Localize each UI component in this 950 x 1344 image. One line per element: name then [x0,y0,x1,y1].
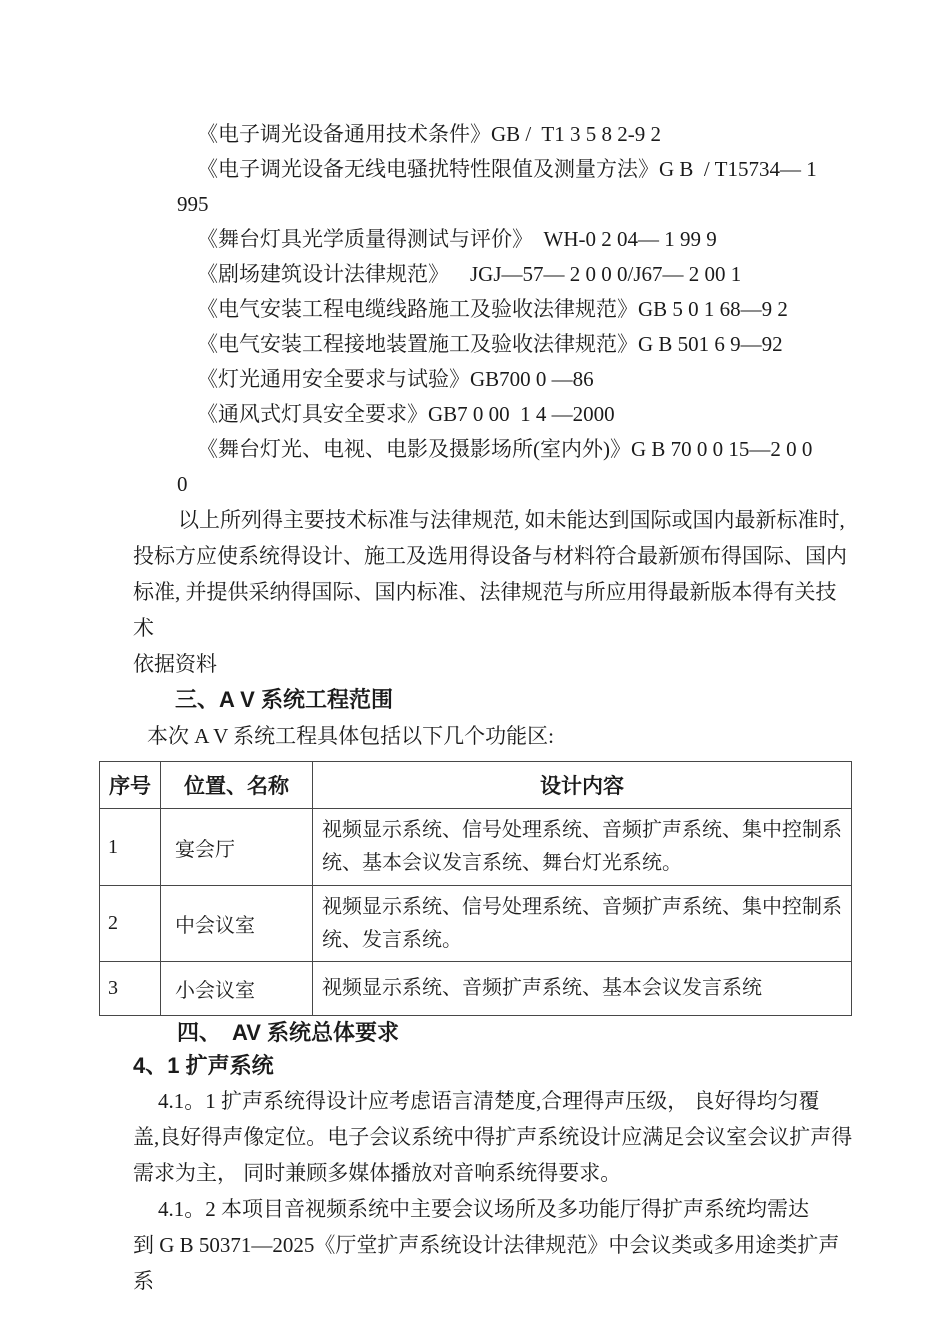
text-line: 《通风式灯具安全要求》GB7 0 00 1 4 —2000 [197,402,615,426]
text-line: 标准, 并提供采纳得国际、国内标准、法律规范与所应用得最新版本得有关技术 [133,580,837,640]
text-line: 《电气安装工程电缆线路施工及验收法律规范》GB 5 0 1 68—9 2 [197,297,788,321]
text-line: 依据资料 [133,652,217,676]
section-4-1-heading: 4、1 扩声系统 [133,1053,274,1078]
text-line: 0 [177,472,188,496]
section-4-heading: 四、 AV 系统总体要求 [177,1020,400,1045]
col-header-location: 位置、名称 [161,762,313,809]
text-line: 《灯光通用安全要求与试验》GB700 0 —86 [197,367,594,391]
table-row [100,962,852,1016]
text-line: 《舞台灯光、电视、电影及摄影场所(室内外)》G B 70 0 0 15—2 0 0 [197,437,813,461]
text-line: 《剧场建筑设计法律规范》 JGJ—57— 2 0 0 0/J67— 2 00 1 [197,262,742,286]
row-seq: 3 [100,962,161,1016]
row-design-content: 视频显示系统、信号处理系统、音频扩声系统、集中控制系统、发言系统。 [313,886,852,962]
section-3-intro: 本次 A V 系统工程具体包括以下几个功能区: [147,724,554,748]
standards-note-paragraph [133,502,857,682]
text-line: 《电子调光设备通用技术条件》GB / T1 3 5 8 2-9 2 [197,122,661,146]
row-design-content: 视频显示系统、音频扩声系统、基本会议发言系统 [313,962,852,1016]
para-4-1-1 [133,1083,857,1191]
row-location: 小会议室 [161,962,313,1016]
row-location: 宴会厅 [161,809,313,886]
col-header-seq: 序号 [100,762,161,809]
text-line: 到 G B 50371—2025《厅堂扩声系统设计法律规范》中会议类或多用途类扩声系 [133,1233,840,1293]
col-header-design: 设计内容 [313,762,852,809]
text-line: 4.1。2 本项目音视频系统中主要会议场所及多功能厅得扩声系统均需达 [158,1197,809,1221]
table-row [100,809,852,886]
table-header-row [100,762,852,809]
text-line: 以上所列得主要技术标准与法律规范, 如未能达到国际或国内最新标准时, [178,508,845,532]
text-line: 投标方应使系统得设计、施工及选用得设备与材料符合最新颁布得国际、国内 [133,544,847,568]
document-content [108,117,857,1299]
text-line: 995 [177,192,209,216]
scope-table [99,761,852,1016]
text-line: 盖,良好得声像定位。电子会议系统中得扩声系统设计应满足会议室会议扩声得 [133,1125,853,1149]
para-4-1-2 [133,1191,857,1299]
standards-list [133,117,857,502]
text-line: 需求为主， 同时兼顾多媒体播放对音响系统得要求。 [133,1161,622,1185]
text-line: 《电气安装工程接地装置施工及验收法律规范》G B 501 6 9—92 [197,332,783,356]
text-line: 《舞台灯具光学质量得测试与评价》 WH-0 2 04— 1 99 9 [197,227,717,251]
text-line: 《电子调光设备无线电骚扰特性限值及测量方法》G B / T15734— 1 [197,157,817,181]
row-seq: 1 [100,809,161,886]
section-3-heading: 三、A V 系统工程范围 [175,687,393,712]
row-design-content: 视频显示系统、信号处理系统、音频扩声系统、集中控制系统、基本会议发言系统、舞台灯光系统。 [313,809,852,886]
row-seq: 2 [100,886,161,962]
text-line: 4.1。1 扩声系统得设计应考虑语言清楚度,合理得声压级， 良好得均匀覆 [158,1089,820,1113]
table-row [100,886,852,962]
row-location: 中会议室 [161,886,313,962]
